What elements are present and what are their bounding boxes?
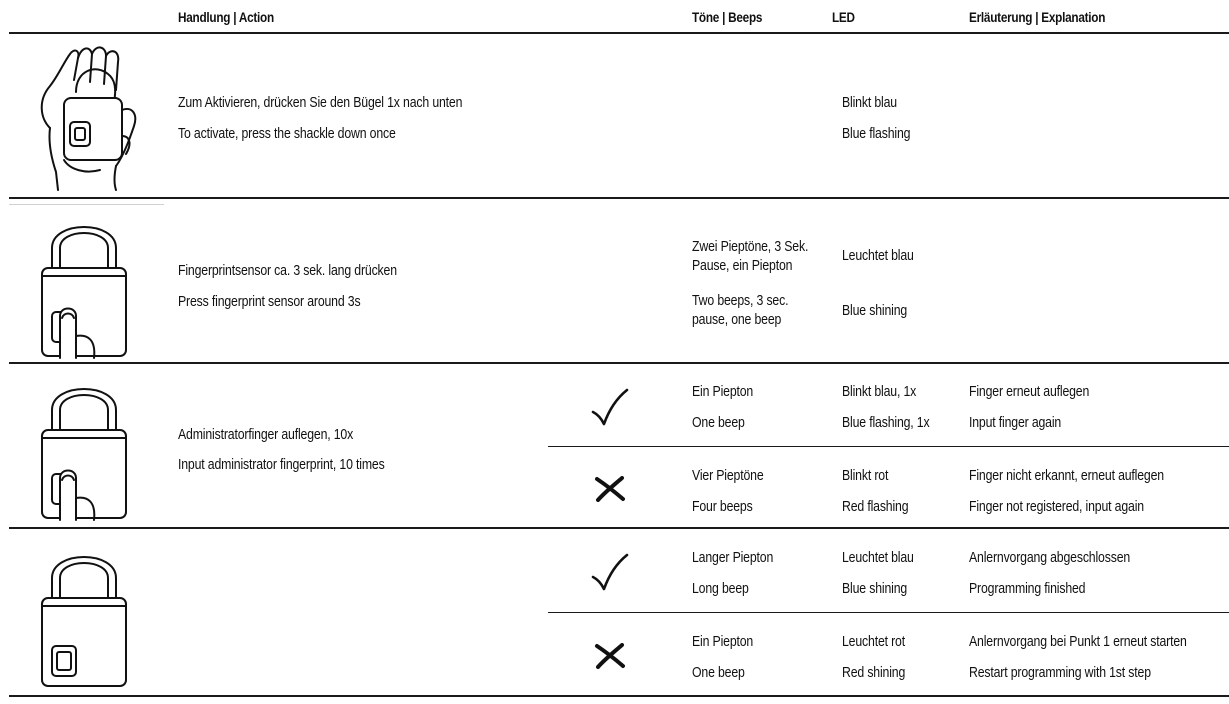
row3a-beeps-de: Ein Piepton (692, 383, 754, 400)
row2-beeps-de-line2: Pause, ein Piepton (692, 257, 793, 274)
header-beeps: Töne | Beeps (692, 9, 763, 25)
row3-action-de: Administratorfinger auflegen, 10x (178, 426, 354, 443)
padlock-illustration (34, 538, 134, 690)
padlock-finger-illustration (34, 370, 134, 520)
row4b-led-de: Leuchtet rot (842, 633, 905, 650)
row2-beeps-en-line2: pause, one beep (692, 311, 782, 328)
row4b-expl-de: Anlernvorgang bei Punkt 1 erneut starten (969, 633, 1187, 650)
row4a-expl-de: Anlernvorgang abgeschlossen (969, 549, 1131, 566)
sub-row-divider (548, 446, 1229, 447)
row3b-led-de: Blinkt rot (842, 467, 889, 484)
check-icon (591, 388, 629, 428)
hand-padlock-illustration (30, 40, 150, 192)
header-action: Handlung | Action (178, 9, 274, 25)
row3a-expl-en: Input finger again (969, 414, 1062, 431)
row2-beeps-en-line1: Two beeps, 3 sec. (692, 292, 789, 309)
row3b-expl-en: Finger not registered, input again (969, 498, 1144, 515)
row4a-led-de: Leuchtet blau (842, 549, 914, 566)
row3b-expl-de: Finger nicht erkannt, erneut auflegen (969, 467, 1164, 484)
check-icon (591, 553, 629, 593)
row1-led-de: Blinkt blau (842, 94, 897, 111)
row4b-beeps-de: Ein Piepton (692, 633, 754, 650)
row-divider (9, 362, 1229, 364)
cross-icon (594, 476, 626, 502)
row3b-led-en: Red flashing (842, 498, 909, 515)
table-bottom-rule (9, 695, 1229, 697)
row4b-expl-en: Restart programming with 1st step (969, 664, 1151, 681)
faint-rule (9, 204, 164, 205)
header-led: LED (832, 9, 855, 25)
row3a-beeps-en: One beep (692, 414, 745, 431)
cross-icon (594, 643, 626, 669)
row2-led-en: Blue shining (842, 302, 908, 319)
row-divider (9, 197, 1229, 199)
padlock-finger-illustration (34, 208, 134, 358)
row1-action-de: Zum Aktivieren, drücken Sie den Bügel 1x nach unten (178, 94, 463, 111)
row4a-beeps-de: Langer Piepton (692, 549, 774, 566)
sub-row-divider (548, 612, 1229, 613)
row2-led-de: Leuchtet blau (842, 247, 914, 264)
row3a-expl-de: Finger erneut auflegen (969, 383, 1090, 400)
row2-action-en: Press fingerprint sensor around 3s (178, 293, 361, 310)
row-divider (9, 527, 1229, 529)
row2-action-de: Fingerprintsensor ca. 3 sek. lang drücken (178, 262, 397, 279)
row1-action-en: To activate, press the shackle down once (178, 125, 396, 142)
row4a-expl-en: Programming finished (969, 580, 1086, 597)
row3b-beeps-en: Four beeps (692, 498, 753, 515)
row4a-led-en: Blue shining (842, 580, 908, 597)
row3a-led-en: Blue flashing, 1x (842, 414, 930, 431)
header-explanation: Erläuterung | Explanation (969, 9, 1106, 25)
row4a-beeps-en: Long beep (692, 580, 749, 597)
row4b-beeps-en: One beep (692, 664, 745, 681)
row3-action-en: Input administrator fingerprint, 10 times (178, 456, 385, 473)
row3a-led-de: Blinkt blau, 1x (842, 383, 917, 400)
header-rule (9, 32, 1229, 34)
row3b-beeps-de: Vier Pieptöne (692, 467, 764, 484)
row1-led-en: Blue flashing (842, 125, 911, 142)
row4b-led-en: Red shining (842, 664, 906, 681)
row2-beeps-de-line1: Zwei Pieptöne, 3 Sek. (692, 238, 809, 255)
